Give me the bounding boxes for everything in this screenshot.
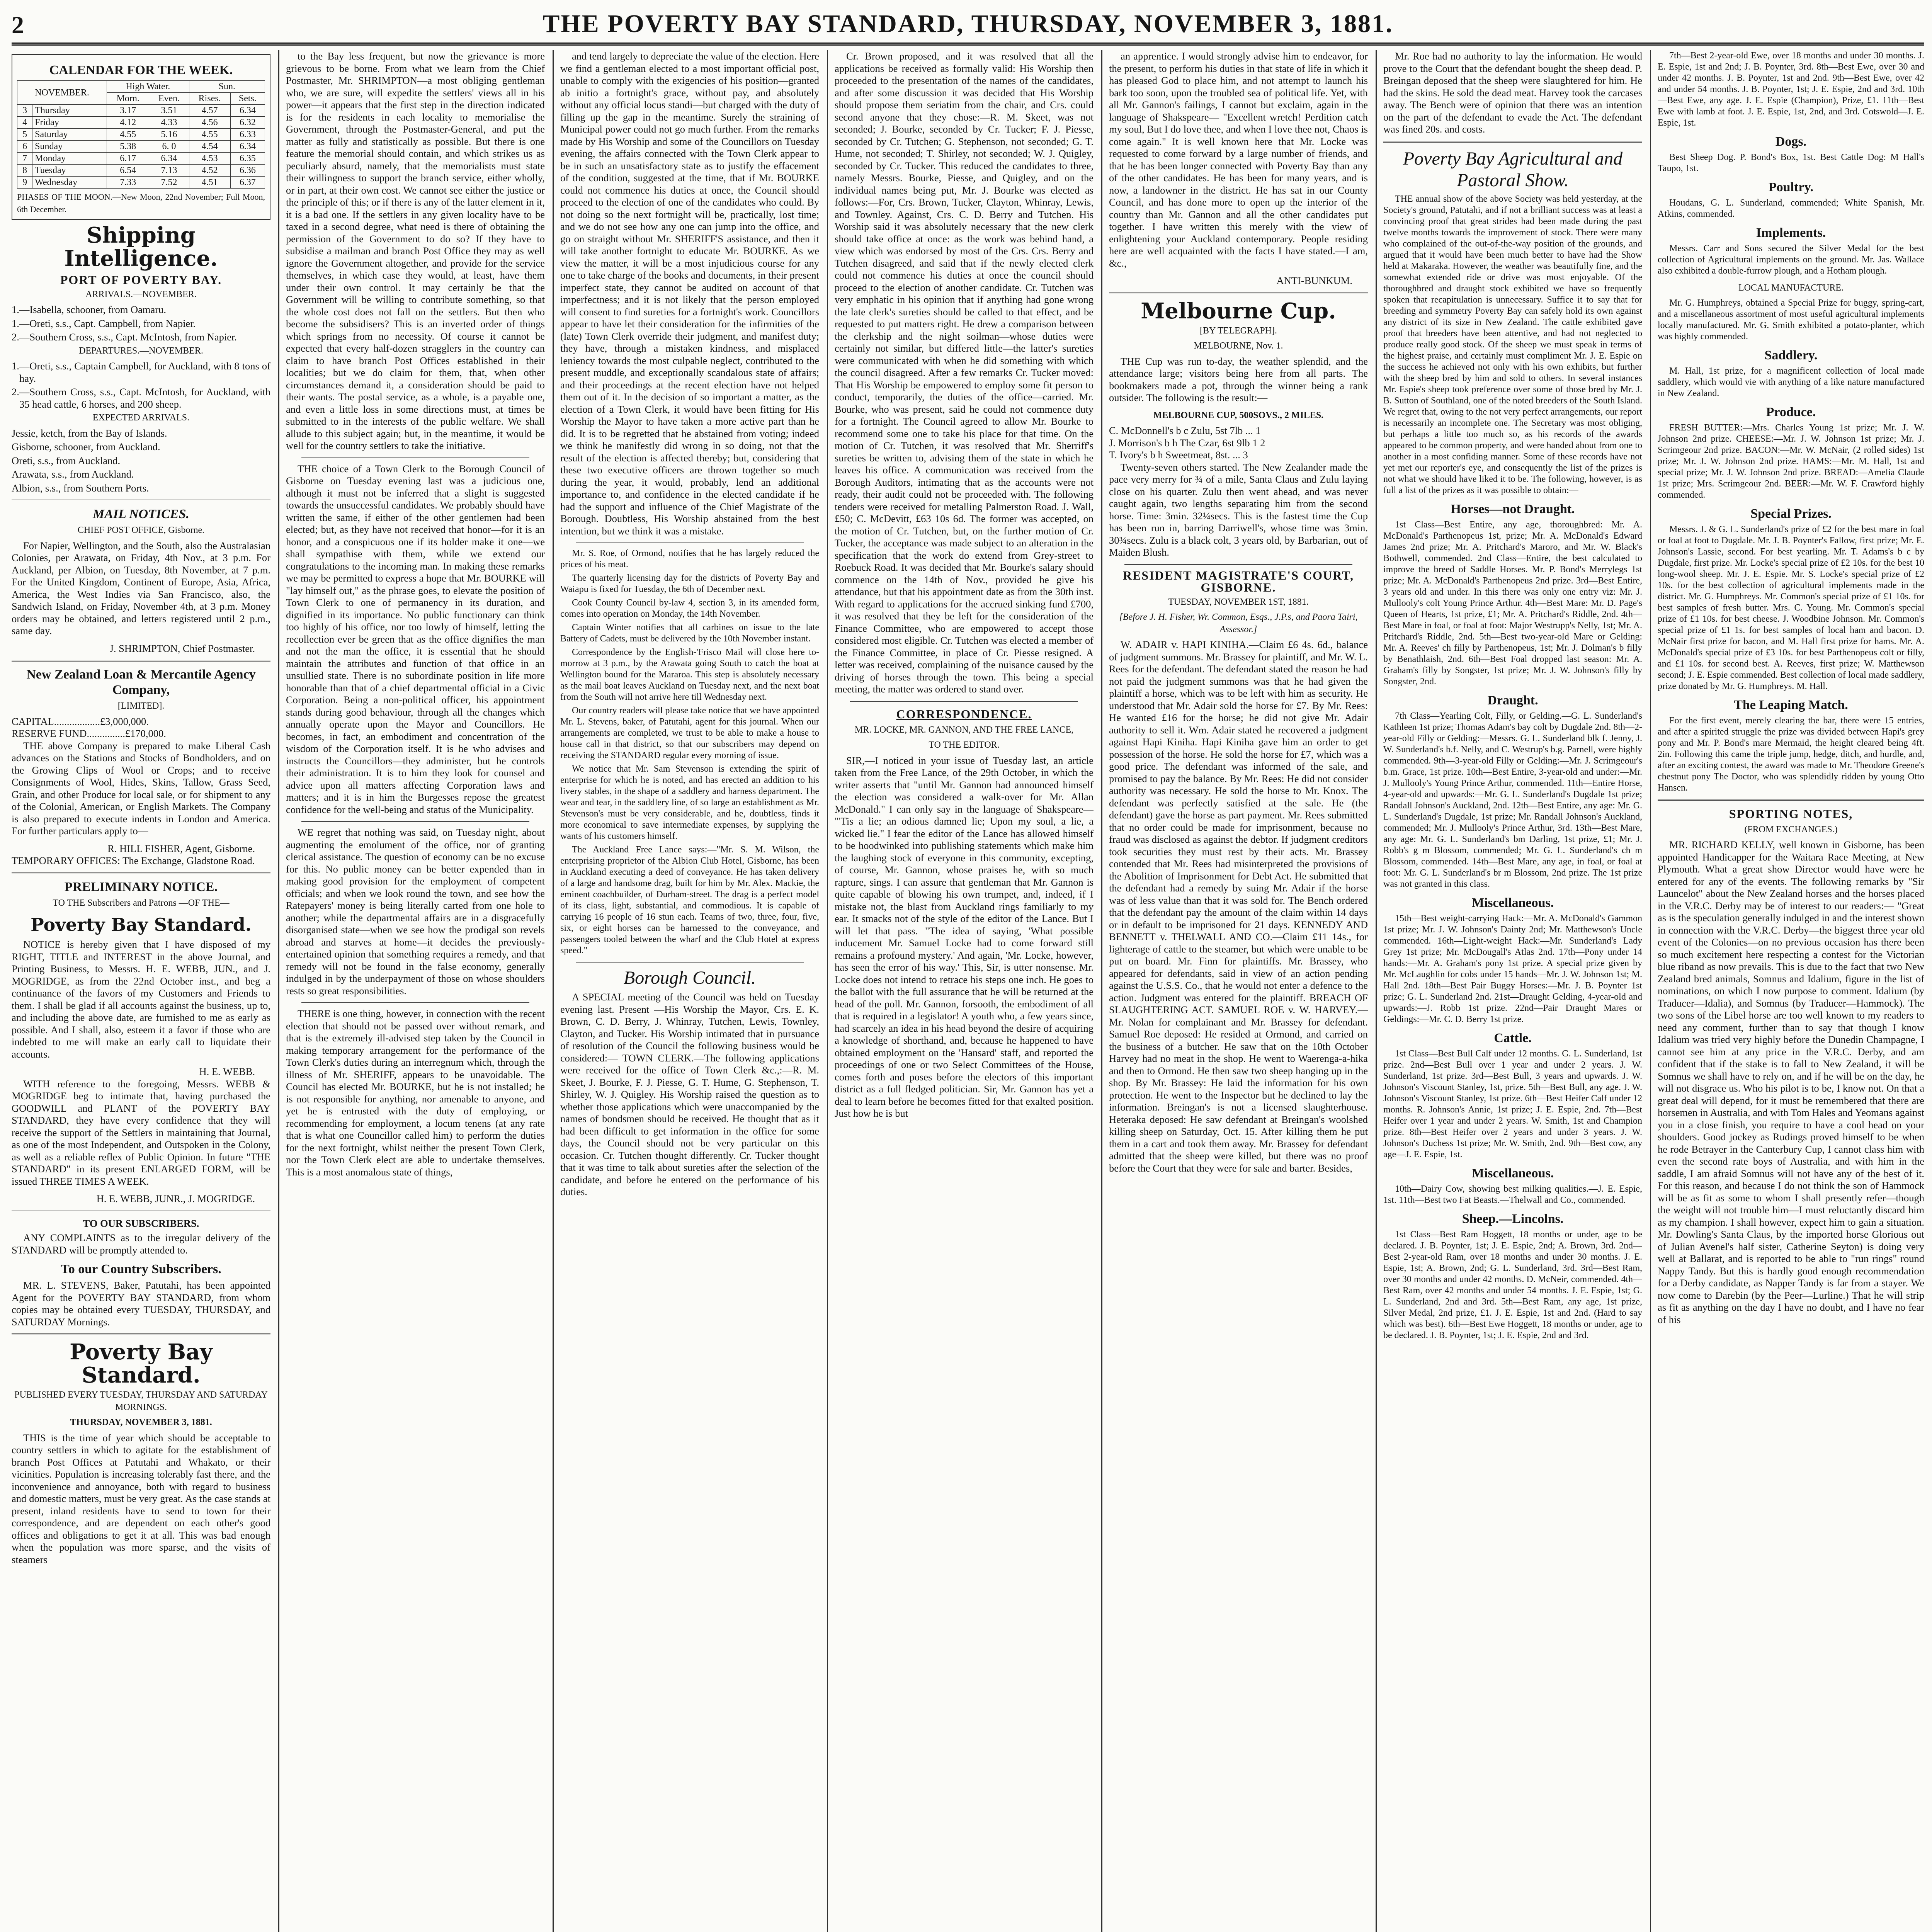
divider bbox=[301, 1002, 529, 1003]
temporary-offices: TEMPORARY OFFICES: The Exchange, Gladstone Road. bbox=[12, 855, 255, 866]
webb-signature: H. E. WEBB, JUNR., J. MOGRIDGE. bbox=[96, 1193, 255, 1204]
court-date: TUESDAY, NOVEMBER 1ST, 1881. bbox=[1168, 597, 1309, 607]
implements-list: Messrs. Carr and Sons secured the Silver Medal for the best collection of Agricultural implements on the ground. Mr. Jas. Wallace also exhibited a double-furrow plough, and a Hotham plough. bbox=[1658, 243, 1924, 276]
correspondence-body: SIR,—I noticed in your issue of Tuesday last, an article taken from the Free Lance, of the 29th October, in which the writer asserts that "until Mr. Gannon had announced himself the election was considered a walk-over for Mr. Allan McDonald." I can only say in the language of Shakspeare— "'Tis a lie; an odious damned lie; Upon my soul, a lie, a wicked lie." I fear the editor of the Lance has allowed himself to be hoodwinked into publishing statements which make him the laughing stock of everyone in this community, excepting, of course, Mr. Gannon, whose praises he, with so much rapture, sings. I can assure that gentleman that Mr. Gannon is quite capable of blowing his own trumpet, and, indeed, if I mistake not, the blast from Auckland rings familiarly to my ear. It smacks not of the style of the editor of the Lance. But I will let that pass. "The idea of saying, 'What possible inducement Mr. Samuel Locke had to come forward still remains a profound mystery.' And again, 'Mr. Locke, however, has seen the error of his way.' This, Sir, is utter nonsense. Mr. Locke does not intend to retrace his steps one inch. He goes to the ballot with the full assurance that he will be returned at the head of the poll. Mr. Gannon, forsooth, the embodiment of all that is required in a legislator! A youth who, a few years since, had scarcely an idea in his head beyond the desire of acquiring a knowledge of shorthand, and, because he happened to have obtained employment on the 'Hansard' staff, and reported the proceedings of one or two Select Committees of the House, comes forth and poses before the electors of this important district as a full fledged politician. Sir, Mr. Gannon has yet a deal to learn before he becomes fitted for that exalted position. Just how he is but bbox=[835, 754, 1094, 1119]
sporting-notes-body: MR. RICHARD KELLY, well known in Gisborne, has been appointed Handicapper for the Waitara Race Meeting, at New Plymouth. What a great show Director would have were he entered for any of the events. The following remarks by "Sir Launcelot" about the New Zealand horses and the horses placed in the V.R.C. Derby may be of interest to our readers:— "Great as is the speculation generally indulged in and the interest shown in connection with the V.R.C. Derby—the biggest three year old event of the Colonies—on no previous occasion has there been so much excitement here respecting a contest for the Victorian blue riband as now prevails. This is due to the fact that two New Zealand bred animals, Somnus and Idalium, figure in the list of nominations, on which I now purpose to comment. Idalium (by Traducer—Idalia), and Somnus (by Traducer—Hammock). The two sons of the Libel horse are too well known to my readers to need any comment, further than to say that though I know Idalium was tried very highly before the Dunedin Champagne, I cannot see him at any price in the V.R.C. Derby, and am confident that if the stake is to fall to New Zealand, it will be Somnus we shall have to rely on, and if he will be on the day, he will not disgrace us. Who his pilot is to be, I know not. On that a great deal will depend, for it must be remembered that there are horsemen in Australia, and with Tom Hales and Yeomans against you in a close finish, you require to have a cool head on your shoulders. Good jockey as Rudings proved himself to be when he rode Betrayer in the Canterbury Cup, I cannot class him with even the second rate boys of Australia, and with him in the saddle, I am afraid Somnus will not have any of the best of it. For this reason, and because I do not think the son of Hammock will be as fit as some to whom I shall presently refer—though the weight will not trouble him—I must reluctantly discard him as my champion. I shall however, expect him to gain a situation. Mr. Dowling's Santa Claus, by the imported horse Glorious out of Julian Avenel's half sister, Catherine Seyton) is doing very well at Ballarat, and is reported to be able to "run rings" round Nappy Tandy. But this is hardly good enough recommendation for a Derby candidate, as Napper Tandy is far from a stayer. We now come to Darebin (by the Peer—Lurline.) That he will strip as fit as anything on the day I have no doubt, and I have no fear of his bbox=[1658, 839, 1924, 1325]
calendar-cell: 7.52 bbox=[149, 177, 189, 189]
divider bbox=[12, 660, 270, 662]
list-item: Arawata, s.s., from Auckland. bbox=[12, 468, 134, 480]
calendar-cell: Wednesday bbox=[32, 177, 107, 189]
editorial-body: THIS is the time of year which should be acceptable to country settlers in which to agitate for the establishment of branch Post Offices at Patutahi and Whakato, or their vicinities. Population is increasing tolerably fast there, and the inconvenience and annoyance, both with regard to business and domestic matters, must be very great. As the case stands at present, inland residents have to send to town for their correspondence, and are dependent on each other's good offices and obligations to get it at all. This was bad enough when the population was more sparse, and the visits of steamers bbox=[12, 1432, 270, 1565]
calendar-table bbox=[17, 80, 265, 189]
court-body: W. ADAIR v. HAPI KINIHA.—Claim £6 4s. 6d., balance of judgment summons. Mr. Brassey for plaintiff, and Mr. W. L. Rees for the defendant. The defendant stated the reason he had not paid the judgment summons was that he had given the plaintiff a horse, which was to be left with him as security. He understood that Mr. Adair sold the horse for £7. By Mr. Rees: He wanted £16 for the horse; he did not give Mr. Adair authority to sell it. Wm. Adair stated he recovered a judgment against Hapi Kiniha. Hapi Kiniha gave him an order to get possession of the horse. He sold the horse for £7, which was a good price. The defendant was informed of the sale, and promised to pay the balance. By Mr. Rees: He did not consider authority was necessary. He sold the horse to Mr. Knox. The defendant was perfectly satisfied at the sale. He (the defendant) gave the horse as part payment. Mr. Rees submitted that no order could be made for imprisonment, because no fraud was disclosed as against the debtor. If judgment creditors took securities they must rest by their acts. Mr. Brassey contended that Mr. Rees had misinterpreted the provisions of the Abolition of Imprisonment for Debt Act. He submitted that the defendant had a remedy by suing Mr. Adair if the horse was of less value than that it was sold for. The Bench ordered that the defendant pay the amount of the claim within 14 days or in default to be imprisoned for 21 days. KENNEDY AND BENNETT v. THELWALL AND CO.—Claim £11 14s., for lighterage of cattle to the steamer, but which were unable to be put on board. Mr. Finn for plaintiffs. Mr. Brassey, who appeared for defendants, said in view of an action pending against the U.S.S. Co., that he would not enter a defence to the action. Judgment was entered for the plaintiff. BREACH OF SLAUGHTERING ACT. SAMUEL ROE v. W. HARVEY.—Mr. Nolan for complainant and Mr. Brassey for defendant. Samuel Roe deposed: He resided at Ormond, and carried on the business of a butcher. He saw that on the 10th October Harvey had no meat in the shop. He went to Waerenga-a-hika and then to Ormond. He then saw two sheep hanging up in the shop. By Mr. Brassey: He laid the information for his own protection. He went to the Inspector but he declined to lay the information. Breingan's is not a licensed slaughterhouse. Heteraka deposed: He saw defendant at Breingan's woolshed killing sheep on Saturday, Oct. 15. After killing them he put them in a cart and took them away. Mr. Brassey for defendant admitted that the sheep were killed, but there was no proof before the Court that they were for sale and barter. Besides, bbox=[1109, 639, 1368, 1174]
calendar-cell: Friday bbox=[32, 117, 107, 129]
list-item: J. Morrison's b h The Czar, 6st 9lb 1 2 bbox=[1109, 437, 1265, 449]
arrivals-list bbox=[12, 304, 270, 344]
capital-line: CAPITAL..................£3,000,000. bbox=[12, 715, 149, 727]
to-the-editor: TO THE EDITOR. bbox=[929, 740, 1000, 750]
calendar-row bbox=[17, 141, 265, 153]
divider bbox=[1124, 564, 1352, 565]
calendar-subheader: Sets. bbox=[230, 93, 265, 105]
draught-list: 7th Class—Yearling Colt, Filly, or Gelding.—G. L. Sunderland's Kathleen 1st prize; Thomas Adam's bay colt by Dugdale 2nd. 8th—2-year-old Filly or Gelding:—Messrs. G. L. Sunderland blk f. Jenny, J. W. Sunderland's b.f. Nelly, and C. Westrup's b.g. Parnell, were highly commended. 9th—3-year-old Filly or Gelding:—Mr. J. Scrimgeour's b.m. Grace, 1st prize. 10th—Best Entire, 3-year-old and under:—Mr. J. Mullooly's Young Prince Arthur, commended. 11th—Entire Horse, 4-year-old and upwards:—Mr. G. L. Sunderland's Dugdale 1st prize; Randall Johnson's Auckland, 2nd. 12th—Best Entire, any age: Mr. G. L. Sunderland's Dugdale, 1st prize; Mr. Randall Johnson's Auckland, commended; Mr. J. Mullooly's Prince Arthur, 3rd. 13th—Best Mare, any age: Mr. G. L. Sunderland's bm Darling, 1st prize, £1; Mr. J. Robb's g m Blossom, commended; Mr. G. L. Sunderland's ch m Blossom, commended. 14th—Best Mare, any age, in foal, or foal at foot: Mr. G. L. Sunderland's br m Blossom, 2nd prize. The 1st prize was not granted in this class. bbox=[1383, 711, 1642, 889]
divider bbox=[301, 821, 529, 822]
poultry-list: Houdans, G. L. Sunderland, commended; White Spanish, Mr. Atkins, commended. bbox=[1658, 198, 1924, 219]
calendar-sun-header: Sun. bbox=[189, 81, 265, 93]
page-number: 2 bbox=[12, 11, 24, 39]
cup-body-2: Twenty-seven others started. The New Zealander made the pace very merry for ¾ of a mile, Santa Claus and Zulu laying close on his quarter. Zulu then went ahead, and was never caught again, two lengths separating him from the second horse. Time: 3min. 32¼secs. This is the fastest time the Cup has been run in, barring Darriwell's, whose time was 3min. 30¾secs. Zulu is a black colt, 3 years old, by Barbarian, out of Maiden Blush. bbox=[1109, 461, 1368, 558]
calendar-row bbox=[17, 117, 265, 129]
calendar-cell: 7 bbox=[17, 153, 32, 165]
show-title: Poverty Bay Agricultural and Pastoral Show. bbox=[1403, 148, 1623, 190]
calendar-cell: 5 bbox=[17, 129, 32, 141]
calendar-cell: 6. 0 bbox=[149, 141, 189, 153]
list-item: Gisborne, schooner, from Auckland. bbox=[12, 441, 160, 452]
column-4 bbox=[835, 50, 1094, 1932]
preliminary-notice-title: PRELIMINARY NOTICE. bbox=[64, 879, 218, 894]
draught-title: Draught. bbox=[1487, 693, 1538, 707]
correspondence-signature: ANTI-BUNKUM. bbox=[1276, 275, 1352, 286]
correspondence-heading: MR. LOCKE, MR. GANNON, AND THE FREE LANCE, bbox=[854, 724, 1074, 735]
calendar-cell: Tuesday bbox=[32, 165, 107, 177]
saddlery-title: Saddlery. bbox=[1764, 348, 1818, 362]
list-item: 1.—Isabella, schooner, from Oamaru. bbox=[12, 304, 166, 315]
cup-results bbox=[1109, 425, 1368, 461]
list-item: 1.—Oreti, s.s., Capt. Campbell, from Napier. bbox=[12, 317, 196, 329]
country-subscribers-title: To our Country Subscribers. bbox=[61, 1262, 221, 1276]
poultry-title: Poultry. bbox=[1768, 180, 1814, 194]
sheep-list: 1st Class—Best Ram Hoggett, 18 months or under, age to be declared. J. B. Poynter, 1st; J. E. Espie, 2nd; A. Brown, 3rd. 2nd—Best 2-year-old Ram, over 18 months and under 30 months. J. E. Espie, 1st; A. Brown, 2nd; G. L. Sunderland, 3rd. 3rd—Best Ram, over 30 months and under 42 months. D. McNeir, commended. 4th—Best Ram, over 42 months and under 54 months. J. E. Espie, 1st; G. L. Sunderland, 2nd and 3rd. 5th—Best Ram, any age, 1st prize, Silver Medal, 2nd prize, £1. J. E. Espie, 1st and 2nd. (Hard to say which was best). 6th—Best Ewe Hoggett, 18 months or under, age to be declared. J. B. Poynter, 1st; J. E. Espie, 2nd and 3rd. bbox=[1383, 1229, 1642, 1340]
calendar-cell: 6.36 bbox=[230, 165, 265, 177]
local-note: We notice that Mr. Sam Stevenson is extending the spirit of enterprise for which he is noted, and has erected an addition to his livery stables, in the shape of a saddlery and harness department. The wear and tear, in the saddlery line, of so large an establishment as Mr. Stevenson's must be very considerable, and he, doubtless, finds it more economical to save intermediate expenses, by supplying the wants of his customers himself. bbox=[560, 764, 819, 841]
sheep-title: Sheep.—Lincolns. bbox=[1462, 1211, 1564, 1226]
council-continued: Cr. Brown proposed, and it was resolved that all the applications be received as formally valid: His Worship then proceeded to the presentation of the names of the candidates, and after some discussion it was decided that His Worship should propose them seriatim from the chair, and Crs. could second anyone that they chose:—R. M. Skeet, was not seconded; J. Bourke, seconded by Cr. Tucker; F. J. Piesse, seconded by Cr. Tutchen; G. Stephenson, not seconded; G. T. Hume, not seconded; T. Shirley, not seconded; W. J. Quigley, seconded by Cr. Tucker. This reduced the candidates to three, namely Messrs. Bourke, Piesse, and Quigley, and on the individual names being put, Mr. J. Bourke was elected as follows:—For, Crs. Brown, Tucker, Clayton, Whinray, Lewis, and Townley. Against, Crs. C. D. Berry and Tutchen. His Worship said it was absolutely necessary that the new clerk should take office at once: as the work was behind hand, a view which was endorsed by most of the Crs. Crs. Berry and Tutchen disagreed, and said that if the newly elected clerk could not commence his duties at once the council should proceed to the election of another candidate. Cr. Tutchen was very emphatic in his opinion that if anything had gone wrong the late clerk's sureties should be called to that effect, and be requested to put matters right. He drew a comparison between the clerkship and the night soilman—whose duties were certainly not similar, but differed little—the latter's sureties were communicated with when he did something with which the council disagreed. After a few remarks Cr. Tucker moved: That His Worship be empowered to employ some fit person to conduct, temporarily, the duties of the office—carried. Mr. Bourke, who was present, said he could not commence duty for a fortnight. The Council agreed to allow Mr. Bourke to recommend some one to take his place for that time. On the motion of Cr. Tutchen, it was resolved that Mr. Sherriff's sureties be written to, advising them of the state in which he leaves his office. A communication was received from the Borough Auditors, intimating that as the accounts were not ready, their audit could not be proceeded with. The following tenders were received for metalling Palmerston Road. J. Wall, £50; C. McDevitt, £63 10s 6d. The former was accepted, on the motion of Cr. Tutchen, but, on the further motion of Cr. Tucker, the acceptance was made subject to an alteration in the specification that the work do extend from Grey-street to Roebuck Road. It was decided that Mr. Bourke's salary should commence on the 14th of Nov., provided he give his attendance, but that his appointment date as from the 30th inst. With regard to applications for the accrued sinking fund £700, it was resolved that they be left for the consideration of the Finance Committee, who are empowered to accept those considered most eligible. Cr. Tutchen was elected a member of the Finance Committee, in place of Cr. Piesse resigned. A letter was received, complaining of the nuisance caused by the driving of horses through the town. This being a special meeting, the matter was ordered to stand over. bbox=[835, 50, 1094, 695]
divider bbox=[1383, 141, 1642, 143]
subscribers-title: TO OUR SUBSCRIBERS. bbox=[83, 1217, 199, 1229]
calendar-subheader: Even. bbox=[149, 93, 189, 105]
horses-list: 1st Class—Best Entire, any age, thoroughbred: Mr. A. McDonald's Parthenopeus 1st, prize; Mr. A. McDonald's Edward James 2nd prize; Mr. A. Pritchard's Maroro, and Mr. W. Black's Bothwell, commended. 2nd Class—Entire, the best calculated to improve the breed of Saddle Horses. Mr. P. Bond's Merrylegs 1st prize; Mr. A. McDonald's Parthenopeus 2nd prize. 3rd—Best Entire, 3 years old and under. In this there was only one entry viz: Mr. J. Mullooly's colt Young Prince Arthur. 4th—Best Mare: Mr. D. Page's Queen of Hearts, 1st prize, £1; Mr. A. Pritchard's Riddle, 2nd. 4th—Best Mare in foal, or foal at foot: Major Westrupp's Nelly, 1st; Mr. A. Pritchard's Riddle, 2nd. 5th—Best two-year-old Mare or Gelding: Mr. A. Reeves' ch filly by Parthenopeus, 1st; Mr. J. Dolman's b filly by Benathlaish, 2nd. 6th—Best Foal dropped last season: Mr. A. Graham's filly by Songster, 1st prize; Mr. J. W. Johnson's filly by Songster, 2nd. bbox=[1383, 519, 1642, 687]
divider bbox=[576, 962, 804, 963]
departures-heading: DEPARTURES.—NOVEMBER. bbox=[79, 345, 203, 356]
calendar-cell: Saturday bbox=[32, 129, 107, 141]
list-item: Jessie, ketch, from the Bay of Islands. bbox=[12, 427, 167, 439]
calendar-cell: 6.34 bbox=[149, 153, 189, 165]
calendar-cell: 8 bbox=[17, 165, 32, 177]
local-note: The Auckland Free Lance says:—"Mr. S. M. Wilson, the enterprising proprietor of the Albion Club Hotel, Gisborne, has been in Auckland executing a deed of conveyance. He has taken delivery of a large and handsome drag, built for him by Mr. Alex. Mackie, the eminent coachbuilder, of Durham-street. The drag is a perfect model of its class, light, substantial, and commodious. It is capable of carrying 16 people of 16 stun each. Teams of two, three, four, five, six, or eight horses can be harnessed to the conveyance, and passengers tooled between the wharf and the Club Hotel at express speed." bbox=[560, 845, 819, 956]
cattle-list: 1st Class—Best Bull Calf under 12 months. G. L. Sunderland, 1st prize. 2nd—Best Bull over 1 year and under 2 years. J. W. Sunderland, 1st prize. 3rd—Best Bull, 3 years and upwards. J. W. Johnson's Viscount Stanley, 1st, prize. 5th—Best Bull, any age. J. W. Johnson's Viscount Stanley, 1st prize. 6th—Best Heifer Calf under 12 months. R. Johnson's Annie, 1st prize; J. E. Espie, 2nd. 7th—Best Heifer over 1 year and under 2 years. W. Smith, 1st and Champion prize. 8th—Best Heifer over 2 years and under 3 years. J. W. Johnson's Duchess 1st prize; Mr. W. Smith, 2nd. 9th—Best cow, any age—J. E. Espie, 1st. bbox=[1383, 1048, 1642, 1160]
calendar-row bbox=[17, 165, 265, 177]
leaping-match-body: For the first event, merely clearing the bar, there were 15 entries, and after a spirited struggle the prize was divided between Hapi's grey pony and Mr. P. Bond's mare Mermaid, the height cleared being 4ft. 2in. Following this came the triple jump, hedge, ditch, and hurdle, and, after an exciting contest, the award was made to Mr. Theodore Greene's chestnut pony The Doctor, who was splendidly ridden by young Otto Hansen. bbox=[1658, 715, 1924, 793]
column-rule bbox=[553, 50, 554, 1932]
column-5 bbox=[1109, 50, 1368, 1932]
produce-list: FRESH BUTTER:—Mrs. Charles Young 1st prize; Mr. J. W. Johnson 2nd prize. CHEESE:—Mr. J. W. Johnson 1st prize; Mr. J. Scrimgeour 2nd prize. BACON:—Mr. W. McNair, (2 rolled sides) 1st prize; Mr. J. W. Johnson 2nd prize. HAMS:—Mr. M. Hall, 1st and special prize; Mr. J. W. Johnson 2nd prize. BREAD:—Amelia Claude 1st prize; Mrs. Scrimgeour 2nd. BEER:—Mr. W. F. Crawford highly commended. bbox=[1658, 422, 1924, 500]
calendar-cell: 4.53 bbox=[189, 153, 230, 165]
mail-signature: J. SHRIMPTON, Chief Postmaster. bbox=[109, 642, 255, 654]
miscellaneous-title: Miscellaneous. bbox=[1471, 895, 1554, 910]
calendar-subheader: Morn. bbox=[107, 93, 149, 105]
calendar-cell: 4 bbox=[17, 117, 32, 129]
masthead bbox=[12, 4, 1924, 46]
loan-limited: [LIMITED]. bbox=[117, 701, 165, 711]
country-subscribers-body: MR. L. STEVENS, Baker, Patutahi, has been appointed Agent for the POVERTY BAY STANDARD, from whom copies may be obtained every TUESDAY, THURSDAY, and SATURDAY Mornings. bbox=[12, 1279, 270, 1328]
local-note: Cook County Council by-law 4, section 3, in its amended form, comes into operation on Monday, the 14th November. bbox=[560, 598, 819, 619]
list-item: C. McDonnell's b c Zulu, 5st 7lb ... 1 bbox=[1109, 425, 1261, 436]
calendar-cell: Monday bbox=[32, 153, 107, 165]
horses-title: Horses—not Draught. bbox=[1451, 502, 1575, 516]
local-note: Our country readers will please take notice that we have appointed Mr. L. Stevens, baker, of Patutahi, agent for this journal. When our arrangements are completed, we trust to be able to make a house to house call in that district, so that our subscribers may depend on receiving the STANDARD regular every morning of issue. bbox=[560, 706, 819, 760]
column-3 bbox=[560, 50, 819, 1932]
calendar-cell: 6.37 bbox=[230, 177, 265, 189]
calendar-cell: 4.56 bbox=[189, 117, 230, 129]
calendar-cell: 5.16 bbox=[149, 129, 189, 141]
divider bbox=[12, 500, 270, 501]
editorial-continued: to the Bay less frequent, but now the grievance is more grievous to be borne. From what we learn from the Chief Postmaster, Mr. SHRIMPTON—a most obliging gentleman who, we are sure, will expedite the settlers' views all in his power—it appears that the first step in the direction indicated is for the residents in each locality to memorialise the Government, through the Postmaster-General, and put the matter as fully and statistically as possible. But there is one feature the memorial should contain, and which strikes us as peculiarly absurd, namely, that the memorialists must state their willingness to support the branch service, either wholly, or in part, at their own cost. We cannot see either the justice or the principle of this; or if there is any of the latter element in it, it is a bad one. If the settlers in any given locality have to be taxed in a second degree, what need is there of obtaining the permission of the Government to do so? If they have to subsidise a mailman and branch Post Office they may as well ignore the Government altogether, and provide for the service themselves, in which case they would, at least, have them under their own control. It may certainly be that the Government will be willing to contribute something, so that the whole cost does not fall on the settlers. But then who become the subsidisers? This is an inverted order of things which springs from no necessity. Of course it cannot be expected that every half-dozen stragglers in the country can claim to have branch Post Offices established in their localities; but we do claim for them, that, when other circumstances demand it, a consideration should be paid to their wants. The postal service, as a whole, is a payable one, and even a little loss in some directions must, at times be submitted to in the interests of the public welfare. We shall allude to this subject again; but, in the meantime, it would be well for the country settlers to take the initiative. bbox=[286, 50, 545, 451]
calendar-cell: 7.13 bbox=[149, 165, 189, 177]
calendar-cell: 6 bbox=[17, 141, 32, 153]
calendar-cell: 4.12 bbox=[107, 117, 149, 129]
local-note: Correspondence by the English-'Frisco Mail will close here to-morrow at 3 p.m., by the Arawata going South to catch the boat at Wellington bound for the Mararoa. This step is absolutely necessary as the mail boat leaves Auckland on Tuesday next, and the next boat from the South will not arrive here till Wednesday next. bbox=[560, 647, 819, 702]
calendar-cell: 5.38 bbox=[107, 141, 149, 153]
divider bbox=[1658, 799, 1924, 801]
calendar-cell: 3 bbox=[17, 105, 32, 117]
calendar-box bbox=[12, 54, 270, 220]
miscellaneous-list: 15th—Best weight-carrying Hack:—Mr. A. McDonald's Gammon 1st prize; Mr. J. W. Johnson's Dainty 2nd; Mr. Matthewson's Uncle commended. 16th—Light-weight Hack:—Mr. Sunderland's Lady Grey 1st prize; Mr. McDougall's Atlas 2nd. 17th—Pony under 14 hands:—Mr. A. Graham's pony 1st prize. A special prize given by Mr. McLaughlin for cobs under 15 hands—Mr. J. W. Johnson 1st; M. Hall 2nd. 18th—Best Pair Buggy Horses:—Mr. J. B. Poynter 1st prize; G. L. Sunderland 2nd. 21st—Draught Gelding, 4-year-old and upwards:—J. Robb 1st prize. 22nd—Pair Draught Mares or Geldings:—Mr. C. D. Berry 1st prize. bbox=[1383, 913, 1642, 1024]
calendar-cell: 6.35 bbox=[230, 153, 265, 165]
dogs-list: Best Sheep Dog. P. Bond's Box, 1st. Best Cattle Dog: M Hall's Taupo, 1st. bbox=[1658, 152, 1924, 173]
divider bbox=[301, 457, 529, 458]
miscellaneous-list: 10th—Dairy Cow, showing best milking qualities.—J. E. Espie, 1st. 11th—Best two Fat Beasts.—Thelwall and Co., commended. bbox=[1383, 1184, 1642, 1205]
calendar-row bbox=[17, 153, 265, 165]
calendar-cell: 6.33 bbox=[230, 129, 265, 141]
calendar-cell: Thursday bbox=[32, 105, 107, 117]
column-rule bbox=[827, 50, 828, 1932]
produce-title: Produce. bbox=[1766, 405, 1816, 419]
mail-office: CHIEF POST OFFICE, Gisborne. bbox=[77, 525, 205, 535]
court-title: RESIDENT MAGISTRATE'S COURT, GISBORNE. bbox=[1122, 568, 1354, 594]
correspondence-continued: an apprentice. I would strongly advise him to endeavor, for the present, to perform his duties in that state of life in which it has pleased God to place him, and not attempt to launch his bark too soon, upon the troubled sea of political life. Yet, with all Mr. Gannon's failings, I cannot but exclaim, again in the language of Shakspeare— "Excellent wretch! Perdition catch my soul, But I do love thee, and when I love thee not, Chaos is come again." It is well known here that Mr. Locke was requested to come forward by a large number of friends, and that he has been longer connected with Poverty Bay than any of the other candidates. He has been for many years, and is now, a landowner in the district. He has sat in our County Council, and has done more to open up the interior of the country than Mr. Gannon and all the other candidates put together. I have written this merely with the view of enlightening your Auckland contemporary. People residing here are well acquainted with the facts I have stated.—I am, &c., bbox=[1109, 50, 1368, 269]
calendar-cell: 4.52 bbox=[189, 165, 230, 177]
preliminary-notice-sub: TO THE Subscribers and Patrons —OF THE— bbox=[53, 898, 230, 908]
calendar-row bbox=[17, 129, 265, 141]
correspondence-title: CORRESPONDENCE. bbox=[896, 707, 1032, 721]
paper-nameplate: Poverty Bay Standard. bbox=[70, 1339, 213, 1388]
column-rule bbox=[1101, 50, 1102, 1932]
local-note: Mr. S. Roe, of Ormond, notifies that he has largely reduced the prices of his meat. bbox=[560, 548, 819, 570]
mail-title: MAIL NOTICES. bbox=[92, 507, 190, 521]
moon-phases: PHASES OF THE MOON.—New Moon, 22nd November; Full Moon, 6th December. bbox=[17, 192, 265, 214]
list-item: Oreti, s.s., from Auckland. bbox=[12, 454, 121, 466]
list-item: 2.—Southern Cross, s.s., Capt. McIntosh, for Auckland, with 35 head cattle, 6 horses, and 200 sheep. bbox=[12, 386, 270, 410]
melbourne-cup-title: Melbourne Cup. bbox=[1141, 298, 1336, 324]
editorial-continued: and tend largely to depreciate the value of the election. Here we find a gentleman elected to a most important official post, unable to comply with the exigencies of his position—granted ab initio a fortnight's grace, without pay, and absolutely without any official locus standi—but charged with the duty of filling up the gap in the meantime. Surely the straining of Municipal power could not go much further. From the remarks made by His Worship and some of the Councillors on Tuesday evening, the affairs connected with the Town Clerk appear to be in such an unsatisfactory state as to justify the effacement of the condition, suggested at the time, that if Mr. BOURKE could not commence his duties at once, the Council should proceed to the election of one of the candidates who could. By not doing so the next fortnight will be, practically, lost time; and we do not see how any one can jump into the office, and go on straight without Mr. SHERIFF'S assistance, and then it will take another fortnight to educate Mr. BOURKE. As we view the matter, it will be a most injudicious course for any one to take charge of the books and documents, in their present imperfect state, they cannot be audited on account of that imperfectness; and it is not likely that the person employed will consent to find sureties for a fortnight's work. Councillors appear to have let their consideration for the infirmities of the (late) Town Clerk override their judgment, and manifest duty; they have, through a mistaken kindness, and misplaced leniency towards the most culpable neglect, contributed to the present muddle, and exceptionally scandalous state of affairs; and their proceedings at the recent election have not helped them out of it. In the decision of so important a matter, as the election of a Town Clerk, it would have been fitting for His Worship the Mayor to have taken a more active part than he did. It is to be regretted that he abstained from voting; indeed we think he manifestly did wrong in so doing, not that the result of the election is affected thereby; but, considering that these two executive officers are thrown together so much during the year, it would, probably, lend an additional importance to, and confidence in the elected candidate if he had the support and influence of the Chief Magistrate of the Borough. Doubtless, His Worship abstained from the best intention, but we think it was a mistake. bbox=[560, 50, 819, 537]
calendar-cell: 6.32 bbox=[230, 117, 265, 129]
local-manufacture-heading: LOCAL MANUFACTURE. bbox=[1738, 283, 1844, 293]
calendar-cell: 4.57 bbox=[189, 105, 230, 117]
calendar-cell: 9 bbox=[17, 177, 32, 189]
sheep-continued: 7th—Best 2-year-old Ewe, over 18 months and under 30 months. J. E. Espie, 1st and 2nd; J. B. Poynter, 3rd. 8th—Best Ewe, over 30 and under 42 months. J. B. Poynter, 1st and 2nd. 9th—Best Ewe, over 42 and under 54 months. J. B. Poynter, 1st; J. E. Espie, 2nd and 3rd. 10th—Best Ewe, any age. J. E. Espie (Champion), Prize, £1. 11th—Best Ewe with lamb at foot. J. E. Espie, 1st, 2nd, and 3rd. Cotswold—J. E. Espie, 1st. bbox=[1658, 51, 1924, 128]
list-item: Albion, s.s., from Southern Ports. bbox=[12, 482, 149, 494]
calendar-cell: Sunday bbox=[32, 141, 107, 153]
implements-title: Implements. bbox=[1756, 226, 1826, 240]
loan-company-title: New Zealand Loan & Mercantile Agency Company, bbox=[26, 667, 256, 697]
leaping-match-title: The Leaping Match. bbox=[1734, 697, 1848, 712]
calendar-row bbox=[17, 177, 265, 189]
calendar-cell: 4.51 bbox=[189, 177, 230, 189]
local-notes bbox=[560, 548, 819, 956]
calendar-cell: 3.51 bbox=[149, 105, 189, 117]
thing-editorial: THERE is one thing, however, in connection with the recent election that should not be passed over without remark, and that is the extremely ill-advised step taken by the Council in making temporary arrangement for the performance of the Town Clerk's duties during an interregnum which, through the illness of Mr. SHERIFF, appears to be unavoidable. The Council has elected Mr. BOURKE, but he is not installed; he is not responsible for anything, nor amenable to anyone, and yet he is entrusted with the duty of employing, or recommending for employment, a locum tenens (at any rate that is what one Councillor called him) to perform the duties for the next fortnight, whilst neither the present Town Clerk, nor the Town Clerk elect are able to undertake themselves. This is a most anomalous state of things, bbox=[286, 1008, 545, 1178]
calendar-cell: 6.54 bbox=[107, 165, 149, 177]
departures-list bbox=[12, 360, 270, 410]
special-prizes-title: Special Prizes. bbox=[1750, 506, 1832, 521]
newspaper-title: THE POVERTY BAY STANDARD, THURSDAY, NOVEMBER 3, 1881. bbox=[543, 10, 1393, 38]
calendar-month-header: NOVEMBER. bbox=[17, 81, 107, 105]
column-2 bbox=[286, 50, 545, 1932]
calendar-cell: 4.55 bbox=[189, 129, 230, 141]
column-1 bbox=[12, 50, 270, 1932]
dateline: THURSDAY, NOVEMBER 3, 1881. bbox=[70, 1417, 212, 1427]
list-item: T. Ivory's b h Sweetmeat, 8st. ... 3 bbox=[1109, 449, 1248, 461]
show-body: THE annual show of the above Society was held yesterday, at the Society's ground, Patutahi, and if not a brilliant success was at least a convincing proof that great strides had been made during the past twelve months towards the improvement of stock. There were many who complained of the out-of-the-way position of the grounds, and argued that it would have been much better to have had the Show held at Makaraka. However, the weather was beautifully fine, and the somewhat extended ride or drive was most enjoyable. Of the thoroughbred and draught stock exhibited we have so frequently spoken that recapitulation is unnecessary. Suffice it to say that for breeding and symmetry Poverty Bay can safely hold its own against any district of its size in New Zealand. The cattle exhibited gave proof that breeders have been attentive, and had not neglected to produce really good stock. Of the sheep we must speak in terms of the highest praise, and certainly must compliment Mr. J. E. Espie on the success he achieved not only with his own exhibits, but further with the sheep bred by him and sold to others. In several instances Mr. Espie's sheep took preference over some of those bred by Mr. J. B. Sutton of Southland, one of the noted breeders of the South Island. We regret that, owing to the not very perfect arrangements, our report is necessarily an incomplete one. The Secretary was most obliging, but perhaps a little too much so, as his records of the awards appeared to be common property, and were handed about from one to another in a most confiding manner. Some of these records have not yet met our reporter's eye, and consequently the list of the prizes is not what we should have liked it to be. The following, however, is as full a list of the prizes as it was possible to obtain:— bbox=[1383, 194, 1642, 495]
loan-body: THE above Company is prepared to make Liberal Cash advances on the Stations and Stocks of Bondholders, and on the Growing Clips of Wool or Crops; and to receive Consignments of Wool, Hides, Skins, Tallow, Grass Seed, Grain, and other Produce for local sale, or for shipment to any of the Colonial, American, or English Markets. The Company is also prepared to execute indents in London and America. For further particulars apply to— bbox=[12, 740, 270, 837]
sporting-notes-title: SPORTING NOTES, bbox=[1729, 806, 1853, 821]
telegraph-line: [BY TELEGRAPH]. bbox=[1200, 325, 1277, 336]
calendar-cell: 4.54 bbox=[189, 141, 230, 153]
preliminary-signature: H. E. WEBB. bbox=[199, 1066, 255, 1077]
column-rule bbox=[1650, 50, 1651, 1932]
calendar-subheader: Rises. bbox=[189, 93, 230, 105]
borough-council-body: A SPECIAL meeting of the Council was held on Tuesday evening last. Present —His Worship the Mayor, Crs. E. K. Brown, C. D. Berry, J. Whinray, Tutchen, Lewis, Townley, Clayton, and Tucker. His Worship intimated that in pursuance of resolution of the Council the following business would be considered:— TOWN CLERK.—The following applications were received for the office of Town Clerk &c.,:—R. M. Skeet, J. Bourke, F. J. Piesse, G. T. Hume, G. Stephenson, T. Shirley, W. J. Quigley. His Worship raised the question as to whether those applications which were unaccompanied by the names of bondsmen should be received. He thought that as it had been difficult to get information in the office for some days, the Council should not be very particular on this occasion. Cr. Tutchen thought differently. Cr. Tucker thought that it was time to talk about sureties after the selection of the candidate, and before he entered on the performance of his duties. bbox=[560, 991, 819, 1197]
saddlery-list: M. Hall, 1st prize, for a magnificent collection of local made saddlery, which would vie with anything of a like nature manufactured in New Zealand. bbox=[1658, 366, 1924, 398]
reserve-line: RESERVE FUND...............£170,000. bbox=[12, 728, 166, 739]
list-item: 1.—Oreti, s.s., Captain Campbell, for Auckland, with 8 tons of hay. bbox=[12, 360, 270, 384]
cup-race-name: MELBOURNE CUP, 500SOVS., 2 MILES. bbox=[1153, 410, 1324, 420]
town-clerk-editorial: THE choice of a Town Clerk to the Borough Council of Gisborne on Tuesday evening last was a judicious one, although it must not be inferred that a slight is suggested towards the unsuccessful candidates. We probably should have written the same, if either of the other gentlemen had been elected; but, as they have not received that honor—for it is an honor, and a conspicuous one if its holder make it one—we shall sympathise with them, while we extend our congratulations to the incoming man. In making these remarks we may be permitted to express a hope that Mr. BOURKE will "lay himself out," as the phrase goes, to elevate the position of Town Clerk to one of permanency in its duration, and dignified in its importance. No public functionary can think too highly of his office, nor too lowly of himself, letting the recollection ever be green that as the office dignifies the man and not the man the office, it is essential that he should maintain the attributes and function of that office in an unsullied state. There is no subordinate position in life more honorable than that of a chief departmental official in a Civic Corporation. Being a non-political officer, his appointment stands during good behaviour, through all the changes which annually operate upon the Mayor and Councillors. He becomes, in fact, an embodiment and concentration of the wisdom of the Corporation itself. It is he who advises and instructs the Councillors—they administer, but he controls their administration. It is to him they look for counsel and advice upon all matters affecting Corporation laws and matters; and it is in him the Burgesses repose the greatest confidence for the well-being and status of the Municipality. bbox=[286, 463, 545, 815]
calendar-cell: 7.33 bbox=[107, 177, 149, 189]
calendar-cell: 6.34 bbox=[230, 141, 265, 153]
arrivals-heading: ARRIVALS.—NOVEMBER. bbox=[85, 289, 197, 299]
preliminary-paper-name: Poverty Bay Standard. bbox=[31, 914, 252, 935]
miscellaneous-title: Miscellaneous. bbox=[1471, 1166, 1554, 1180]
sporting-from: (FROM EXCHANGES.) bbox=[1744, 824, 1838, 835]
shipping-title: Shipping Intelligence. bbox=[64, 223, 218, 271]
mail-body: For Napier, Wellington, and the South, also the Australasian Colonies, per Arawata, on Friday, 4th Nov., at 3 p.m. For Auckland, per Albion, on Tuesday, 8th November, at 7 p.m. For the United Kingdom, Continent of Europe, Asia, Africa, America, the West Indies via San Francisco, also, the Sandwich Island, on Friday, November 4th, at 3 p.m. Money orders may be obtained, and letters registered until 2 p.m., same day. bbox=[12, 539, 270, 636]
dogs-title: Dogs. bbox=[1775, 134, 1807, 149]
court-bench: [Before J. H. Fisher, Wr. Common, Esqs., J.P.s, and Paora Tairi, Assessor.] bbox=[1119, 612, 1358, 634]
webb-notice-body: WITH reference to the foregoing, Messrs. WEBB & MOGRIDGE beg to intimate that, having purchased the GOODWILL and PLANT of the POVERTY BAY STANDARD, they have every confidence that they will receive the support of the Settlers in maintaining that Journal, as one of the most Independent, and Outspoken in the Colony, as well as a reliable reflex of Public Opinion. In future "THE STANDARD" in its present ENLARGED FORM, will be issued THREE TIMES A WEEK. bbox=[12, 1078, 270, 1187]
loan-signature: R. HILL FISHER, Agent, Gisborne. bbox=[107, 842, 255, 854]
expected-heading: EXPECTED ARRIVALS. bbox=[92, 413, 190, 423]
port-heading: PORT OF POVERTY BAY. bbox=[60, 273, 222, 287]
column-6 bbox=[1383, 50, 1642, 1932]
preliminary-notice-body: NOTICE is hereby given that I have disposed of my RIGHT, TITLE and INTEREST in the above Journal, and Printing Business, to Messrs. H. E. WEBB, JUN., and J. MOGRIDGE, as from the 22nd October inst., and beg a continuance of the favors of my Customers and Friends to them. I shall be glad if all accounts against the business, up to, and including the above date, are furnished to me as early as possible. And I shall, also, esteem it a favor if those who are indebted to me will make an early call to liquidate their accounts. bbox=[12, 939, 270, 1060]
subscribers-body: ANY COMPLAINTS as to the irregular delivery of the STANDARD will be promptly attended to. bbox=[12, 1232, 270, 1256]
calendar-cell: 4.33 bbox=[149, 117, 189, 129]
column-rule bbox=[278, 50, 279, 1932]
calendar-cell: 3.17 bbox=[107, 105, 149, 117]
local-note: Captain Winter notifies that all carbines on issue to the late Battery of Cadets, must be delivered by the 10th November instant. bbox=[560, 622, 819, 644]
cattle-title: Cattle. bbox=[1494, 1031, 1532, 1045]
calendar-heading: CALENDAR FOR THE WEEK. bbox=[49, 63, 233, 77]
calendar-row bbox=[17, 105, 265, 117]
cup-body: THE Cup was run to-day, the weather splendid, and the attendance large; visitors being here from all parts. The bookmakers made a pot, through the winner being a rank outsider. The following is the result:— bbox=[1109, 355, 1368, 403]
divider bbox=[1109, 293, 1368, 294]
divider bbox=[12, 1333, 270, 1335]
regret-editorial: WE regret that nothing was said, on Tuesday night, about augmenting the emolument of the office, nor of granting clerical assistance. The question of economy can be no excuse for this. No public money can be better expended than in making good provision for the employment of competent officials; and when we look round the town, and see how the Ratepayers' money is being literally carted from one hole to another; while the departmental affairs are in a disgracefully disorganised state—when we see how the prodigal son revels abroad and starves at home—it decides the previously-entertained opinion that something requires a remedy, and that remedy will not be found in the false economy, generally indulged in by the underpayment of those on whose shoulders rests so great responsibilities. bbox=[286, 827, 545, 997]
divider bbox=[850, 701, 1078, 702]
court-continued: Mr. Roe had no authority to lay the information. He would prove to the Court that the defendant bought the sheep dead. P. Breingan deposed that the sheep were slaughtered for him. He had the skins. He sold the dead meat. Harvey took the carcases away. The Bench were of opinion that there was an intention on the part of the defendant to evade the Act. The defendant was fined 20s. and costs. bbox=[1383, 50, 1642, 135]
column-7 bbox=[1658, 50, 1924, 1932]
calendar-cell: 6.34 bbox=[230, 105, 265, 117]
calendar-cell: 6.17 bbox=[107, 153, 149, 165]
cup-dateline: MELBOURNE, Nov. 1. bbox=[1194, 341, 1283, 351]
calendar-cell: 4.55 bbox=[107, 129, 149, 141]
calendar-highwater-header: High Water. bbox=[107, 81, 189, 93]
special-prizes-list: Messrs. J. & G. L. Sunderland's prize of £2 for the best mare in foal or foal at foot to Dugdale. Mr. J. B. Poynter's Fallow, first prize; Mr. E. Johnson's Lassie, second. For best yearling. Mr. T. Adams's b c by Dugdale, first prize. Mr. Locke's special prize of £2 10s. for the best 10 long-wool sheep. Mr. J. E. Espie. Mr. S. Locke's special prize of £2 10s. for the best collection of agricultural implements made in the district. Mr. G. Humphreys. Mr. Common's special prize of £1 10s. for best samples of fresh butter. Mrs. C. Young. Mr. Common's special prize of £1 10s. for best cheese. J. Woodbine Johnson. Mr. Common's special prize of £1 1s. for best samples of local ham and bacon. D. McNair first prize for bacon, and M. Hall first prize for hams. Mr. A. McDonald's special prize of £3 10s. for best Parthenopeus colt or filly, and £1 10s. for second best. A. Reeves, first prize; W. Matthewson second; J. E. Espie commended. Best collection of local made saddlery, prize donated by Mr. G. Humphreys. M. Hall. bbox=[1658, 524, 1924, 691]
list-item: 2.—Southern Cross, s.s., Capt. McIntosh, from Napier. bbox=[12, 331, 237, 343]
divider bbox=[12, 1211, 270, 1212]
divider bbox=[12, 872, 270, 874]
borough-council-title: Borough Council. bbox=[623, 968, 756, 988]
published-line: PUBLISHED EVERY TUESDAY, THURSDAY AND SATURDAY MORNINGS. bbox=[14, 1390, 268, 1412]
local-manufacture-list: Mr. G. Humphreys, obtained a Special Prize for buggy, spring-cart, and a miscellaneous assortment of most useful agricultural implements locally manufactured. Mr. G. Smith exhibited a potato-planter, which was highly commended. bbox=[1658, 298, 1924, 342]
column-rule bbox=[1376, 50, 1377, 1932]
expected-list bbox=[12, 427, 270, 495]
local-note: The quarterly licensing day for the districts of Poverty Bay and Waiapu is fixed for Tuesday, the 6th of December next. bbox=[560, 573, 819, 594]
